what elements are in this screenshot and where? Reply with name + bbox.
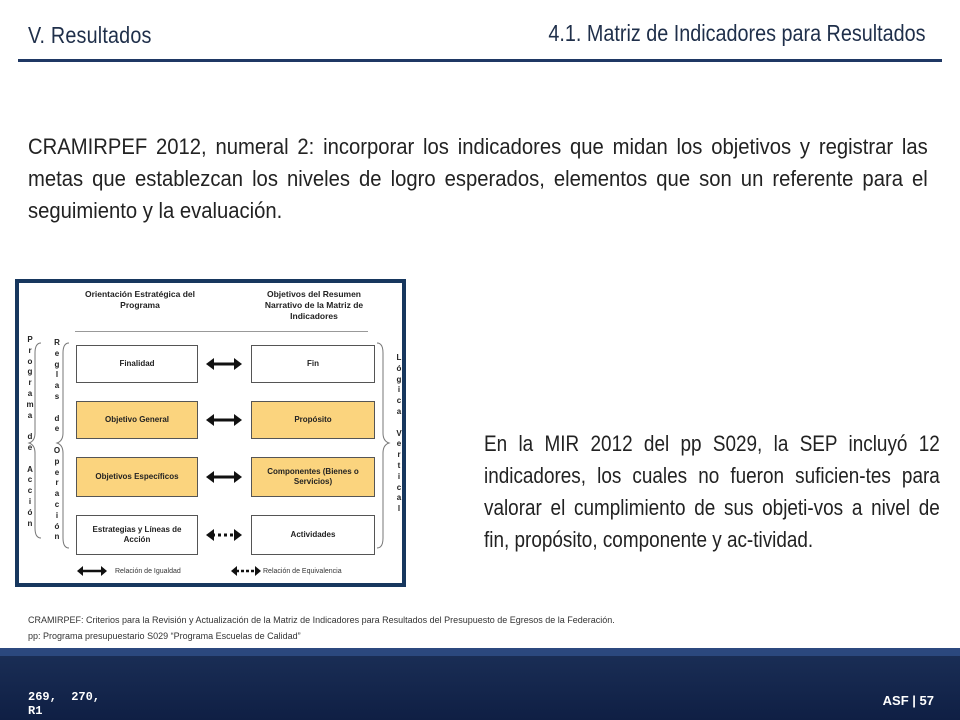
legend-equality-arrow-icon <box>77 566 107 576</box>
vertical-label-programa-accion: P r o g r a m a d e A c c i ó n <box>26 335 34 528</box>
vertical-label-logica-vertical: L ó g i c a V e r t i c a l <box>396 353 402 514</box>
page-number: ASF | 57 <box>882 693 934 708</box>
box-finalidad: Finalidad <box>76 345 198 383</box>
section-title: V. Resultados <box>28 22 152 48</box>
vertical-label-reglas-operacion: R e g l a s d e O p e r a c i ó n <box>53 338 61 542</box>
legend-equivalence-arrow-icon <box>231 566 261 576</box>
box-actividades: Actividades <box>251 515 375 555</box>
subsection-title: 4.1. Matriz de Indicadores para Resultados <box>548 20 926 46</box>
footnote-pp: pp: Programa presupuestario S029 “Programa Escuelas de Calidad” <box>28 631 301 641</box>
equivalence-arrow-icon <box>206 529 242 541</box>
mir-diagram <box>15 279 406 587</box>
legend-equality: Relación de Igualdad <box>115 568 181 575</box>
footer-highlight <box>0 648 960 656</box>
diagram-left-header: Orientación Estratégica del Programa <box>84 289 196 310</box>
diagram-right-header: Objetivos del Resumen Narrativo de la Matriz de Indicadores <box>264 289 364 321</box>
box-estrategias: Estrategias y Líneas de Acción <box>76 515 198 555</box>
footnote-cramirpef: CRAMIRPEF: Criterios para la Revisión y Actualización de la Matriz de Indicadores para Resultados del Presupuesto de Egresos de la Federación. <box>28 615 615 625</box>
mir-paragraph: En la MIR 2012 del pp S029, la SEP incluyó 12 indicadores, los cuales no fueron suficien-tes para valorar el cumplimiento de sus objeti-vos a nivel de fin, propósito, componente y ac-tividad. <box>484 431 940 552</box>
box-fin: Fin <box>251 345 375 383</box>
equality-arrow-icon <box>206 414 242 426</box>
legend-equivalence: Relación de Equivalencia <box>263 568 342 575</box>
footer-bar <box>0 648 960 720</box>
box-objetivo-general: Objetivo General <box>76 401 198 439</box>
equality-arrow-icon <box>206 358 242 370</box>
intro-paragraph: CRAMIRPEF 2012, numeral 2: incorporar los indicadores que midan los objetivos y registrar las metas que establezcan los niveles de logro esperados, elementos que son un referente para el seguimiento y la evaluación. <box>28 134 928 223</box>
box-proposito: Propósito <box>251 401 375 439</box>
header-divider <box>18 59 942 62</box>
equality-arrow-icon <box>206 471 242 483</box>
footer-references: 269, 270, R1 <box>28 690 101 718</box>
box-componentes: Componentes (Bienes o Servicios) <box>251 457 375 497</box>
box-objetivos-especificos: Objetivos Específicos <box>76 457 198 497</box>
